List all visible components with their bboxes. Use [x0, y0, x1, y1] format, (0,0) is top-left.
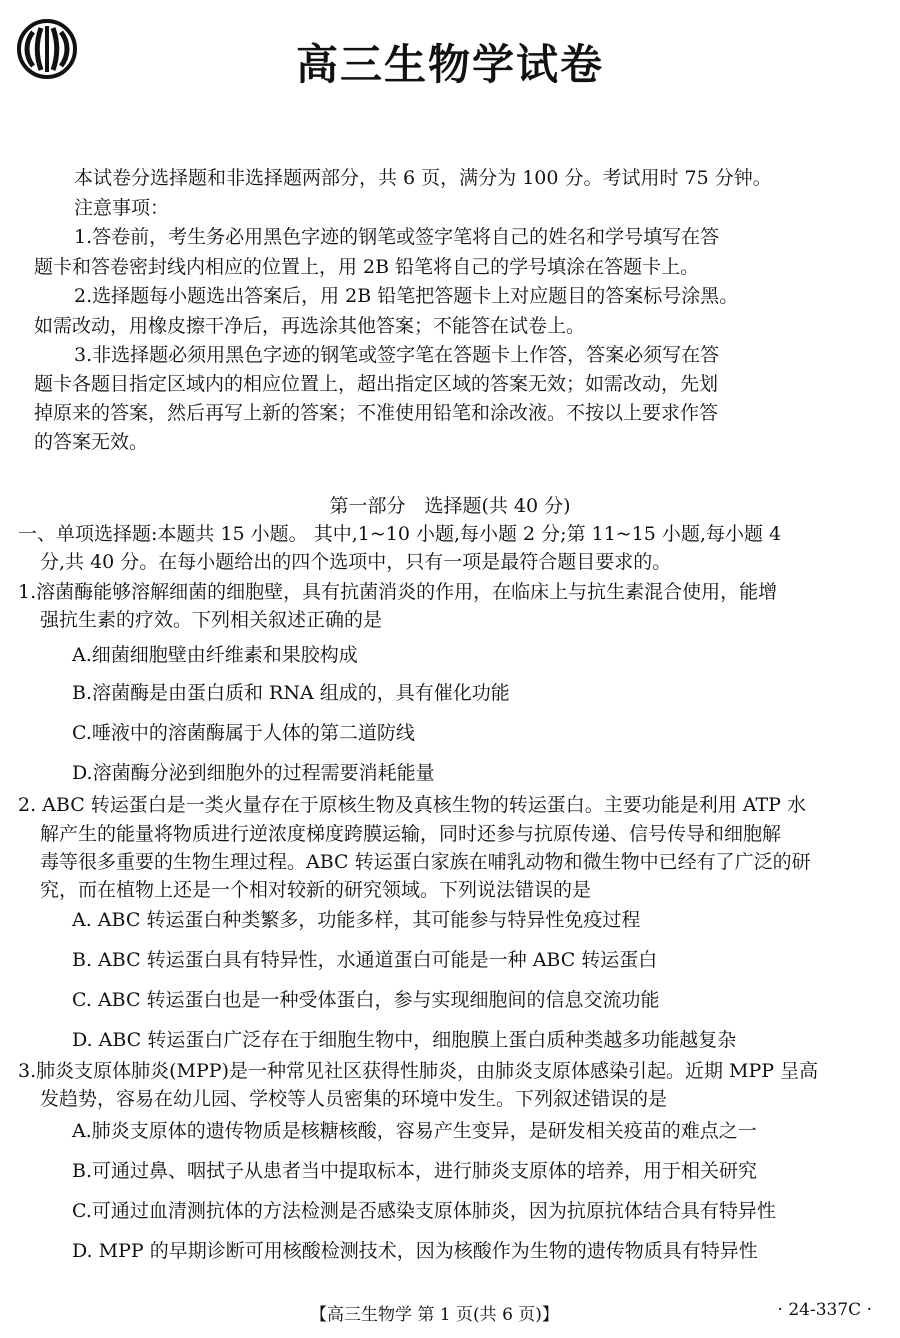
q1-stem-line-1: 1.溶菌酶能够溶解细菌的细胞壁，具有抗菌消炎的作用，在临床上与抗生素混合使用，能增	[18, 581, 778, 603]
q3-option-b: B.可通过鼻、咽拭子从患者当中提取标本，进行肺炎支原体的培养，用于相关研究	[72, 1160, 758, 1182]
notice-item-2-line-1: 2.选择题每小题选出答案后，用 2B 铅笔把答题卡上对应题目的答案标号涂黑。	[74, 285, 739, 307]
q2-stem-line-1: 2. ABC 转运蛋白是一类火量存在于原核生物及真核生物的转运蛋白。主要功能是利用 ATP 水	[18, 794, 807, 816]
footer-exam-code: · 24-337C ·	[777, 1300, 872, 1320]
q3-option-c: C.可通过血清测抗体的方法检测是否感染支原体肺炎，因为抗原抗体结合具有特异性	[72, 1200, 776, 1222]
q3-option-d: D. MPP 的早期诊断可用核酸检测技术，因为核酸作为生物的遗传物质具有特异性	[72, 1240, 758, 1262]
q2-stem-line-3: 毒等很多重要的生物生理过程。ABC 转运蛋白家族在哺乳动物和微生物中已经有了广泛的研	[40, 851, 811, 873]
q3-stem-line-2: 发趋势，容易在幼儿园、学校等人员密集的环境中发生。下列叙述错误的是	[40, 1088, 668, 1110]
notice-item-1-line-2: 题卡和答卷密封线内相应的位置上，用 2B 铅笔将自己的学号填涂在答题卡上。	[34, 256, 700, 278]
exam-intro: 本试卷分选择题和非选择题两部分，共 6 页，满分为 100 分。考试用时 75 分钟。	[74, 167, 772, 189]
footer-page-label: 【高三生物学 第 1 页(共 6 页)】	[310, 1305, 559, 1325]
notice-item-3-line-4: 的答案无效。	[34, 431, 149, 453]
q2-stem-line-2: 解产生的能量将物质进行逆浓度梯度跨膜运输，同时还参与抗原传递、信号传导和细胞解	[40, 823, 782, 845]
notice-title: 注意事项：	[74, 197, 170, 219]
notice-item-3-line-1: 3.非选择题必须用黑色字迹的钢笔或签字笔在答题卡上作答，答案必须写在答	[74, 344, 720, 366]
q1-option-c: C.唾液中的溶菌酶属于人体的第二道防线	[72, 722, 415, 744]
q2-option-d: D. ABC 转运蛋白广泛存在于细胞生物中，细胞膜上蛋白质种类越多功能越复杂	[72, 1029, 737, 1051]
q3-stem-line-1: 3.肺炎支原体肺炎(MPP)是一种常见社区获得性肺炎，由肺炎支原体感染引起。近期 MPP 呈高	[18, 1060, 819, 1082]
q2-option-a: A. ABC 转运蛋白种类繁多，功能多样，其可能参与特异性免疫过程	[72, 909, 641, 931]
exam-title: 高三生物学试卷	[295, 40, 604, 89]
q2-option-b: B. ABC 转运蛋白具有特异性，水通道蛋白可能是一种 ABC 转运蛋白	[72, 949, 658, 971]
q1-option-d: D.溶菌酶分泌到细胞外的过程需要消耗能量	[72, 762, 435, 784]
q2-option-c: C. ABC 转运蛋白也是一种受体蛋白，参与实现细胞间的信息交流功能	[72, 989, 660, 1011]
q1-option-b: B.溶菌酶是由蛋白质和 RNA 组成的，具有催化功能	[72, 682, 510, 704]
section-instruction-line-2: 分,共 40 分。在每小题给出的四个选项中，只有一项是最符合题目要求的。	[40, 551, 672, 573]
q3-option-a: A.肺炎支原体的遗传物质是核糖核酸，容易产生变异，是研发相关疫苗的难点之一	[72, 1120, 757, 1142]
notice-item-3-line-2: 题卡各题目指定区域内的相应位置上，超出指定区域的答案无效；如需改动，先划	[34, 373, 719, 395]
q1-option-a: A.细菌细胞壁由纤维素和果胶构成	[72, 644, 358, 666]
q1-stem-line-2: 强抗生素的疗效。下列相关叙述正确的是	[40, 609, 383, 631]
notice-item-3-line-3: 掉原来的答案，然后再写上新的答案；不准使用铅笔和涂改液。不按以上要求作答	[34, 402, 719, 424]
q2-stem-line-4: 究，而在植物上还是一个相对较新的研究领域。下列说法错误的是	[40, 879, 592, 901]
notice-item-1-line-1: 1.答卷前，考生务必用黑色字迹的钢笔或签字笔将自己的姓名和学号填写在答	[74, 226, 720, 248]
part-heading: 第一部分 选择题(共 40 分)	[329, 495, 571, 517]
notice-item-2-line-2: 如需改动，用橡皮擦干净后，再选涂其他答案；不能答在试卷上。	[34, 315, 586, 337]
section-instruction-line-1: 一、单项选择题:本题共 15 小题。 其中,1~10 小题,每小题 2 分;第 11~15 小题,每小题 4	[18, 523, 782, 545]
